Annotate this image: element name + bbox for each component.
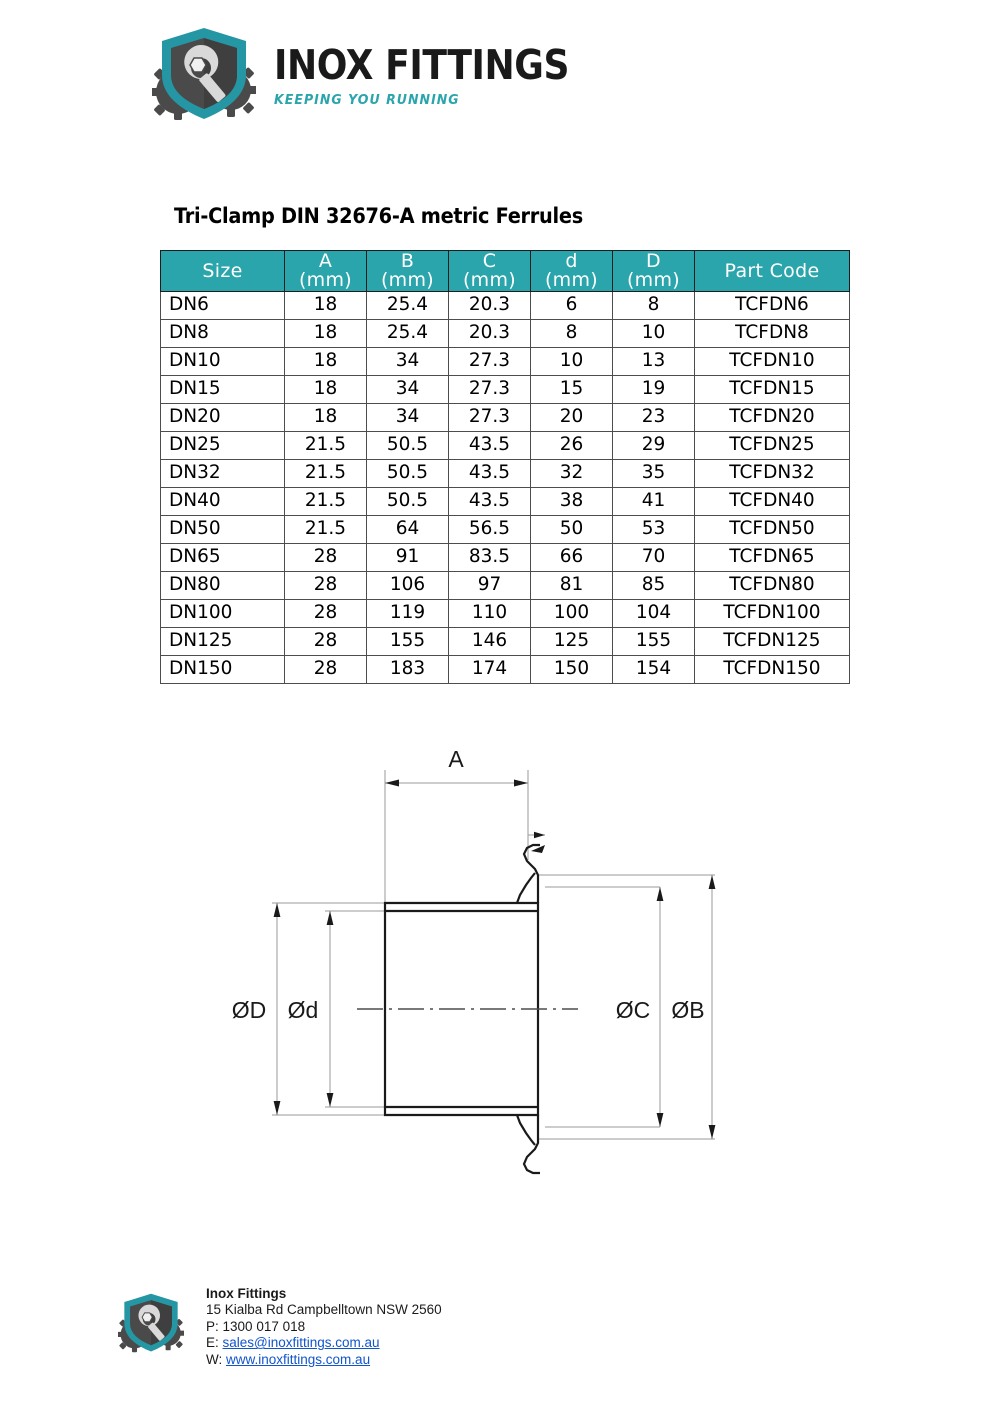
footer-address: 15 Kialba Rd Campbelltown NSW 2560 — [206, 1302, 442, 1318]
column-header-part-code: Part Code — [695, 251, 850, 292]
cell-size: DN32 — [161, 460, 285, 488]
cell-d-small: 26 — [531, 432, 613, 460]
cell-a: 18 — [285, 348, 367, 376]
cell-c: 43.5 — [449, 488, 531, 516]
cell-size: DN125 — [161, 628, 285, 656]
ferrule-technical-drawing — [0, 735, 990, 1175]
cell-c: 20.3 — [449, 292, 531, 320]
cell-d-small: 81 — [531, 572, 613, 600]
cell-b: 155 — [367, 628, 449, 656]
cell-d-large: 41 — [613, 488, 695, 516]
cell-size: DN10 — [161, 348, 285, 376]
cell-d-small: 15 — [531, 376, 613, 404]
footer-website-link[interactable]: www.inoxfittings.com.au — [226, 1351, 371, 1367]
cell-b: 50.5 — [367, 432, 449, 460]
table-row — [161, 348, 850, 376]
footer-logo-icon — [118, 1292, 184, 1354]
cell-part-code: TCFDN40 — [695, 488, 850, 516]
table-row — [161, 600, 850, 628]
cell-b: 34 — [367, 348, 449, 376]
cell-c: 43.5 — [449, 460, 531, 488]
cell-part-code: TCFDN65 — [695, 544, 850, 572]
cell-a: 28 — [285, 572, 367, 600]
cell-part-code: TCFDN150 — [695, 656, 850, 684]
label-dim-a: A — [448, 746, 464, 772]
cell-d-small: 150 — [531, 656, 613, 684]
table-row — [161, 292, 850, 320]
table-row — [161, 656, 850, 684]
cell-b: 50.5 — [367, 488, 449, 516]
cell-c: 174 — [449, 656, 531, 684]
cell-a: 28 — [285, 600, 367, 628]
cell-c: 20.3 — [449, 320, 531, 348]
cell-a: 21.5 — [285, 516, 367, 544]
cell-d-large: 8 — [613, 292, 695, 320]
footer-email-line — [206, 1335, 442, 1351]
cell-a: 18 — [285, 376, 367, 404]
cell-b: 25.4 — [367, 292, 449, 320]
table-row — [161, 572, 850, 600]
dimension-lines — [272, 770, 715, 1139]
dimension-arrowheads — [274, 780, 716, 1140]
cell-d-small: 8 — [531, 320, 613, 348]
footer-web-line — [206, 1352, 442, 1368]
cell-b: 183 — [367, 656, 449, 684]
cell-b: 64 — [367, 516, 449, 544]
cell-c: 43.5 — [449, 432, 531, 460]
column-header-b: B (mm) — [367, 251, 449, 292]
ferrule-spec-table — [160, 250, 850, 684]
cell-part-code: TCFDN20 — [695, 404, 850, 432]
cell-a: 18 — [285, 292, 367, 320]
cell-size: DN20 — [161, 404, 285, 432]
cell-d-small: 6 — [531, 292, 613, 320]
cell-d-small: 100 — [531, 600, 613, 628]
cell-size: DN80 — [161, 572, 285, 600]
cell-b: 34 — [367, 376, 449, 404]
cell-c: 27.3 — [449, 376, 531, 404]
cell-d-large: 85 — [613, 572, 695, 600]
table-row — [161, 488, 850, 516]
cell-d-small: 50 — [531, 516, 613, 544]
cell-part-code: TCFDN80 — [695, 572, 850, 600]
table-row — [161, 460, 850, 488]
cell-d-large: 23 — [613, 404, 695, 432]
cell-a: 28 — [285, 628, 367, 656]
footer-email-label: E: — [206, 1335, 219, 1351]
footer-phone-value: 1300 017 018 — [222, 1318, 306, 1334]
cell-b: 119 — [367, 600, 449, 628]
cell-part-code: TCFDN100 — [695, 600, 850, 628]
cell-d-small: 20 — [531, 404, 613, 432]
cell-size: DN50 — [161, 516, 285, 544]
table-row — [161, 376, 850, 404]
cell-part-code: TCFDN6 — [695, 292, 850, 320]
table-header-row — [161, 251, 850, 292]
footer-contact-block — [206, 1286, 442, 1368]
cell-d-large: 13 — [613, 348, 695, 376]
table-row — [161, 320, 850, 348]
cell-d-large: 10 — [613, 320, 695, 348]
logo-wordmark — [274, 41, 609, 108]
cell-c: 110 — [449, 600, 531, 628]
spec-table-body — [161, 292, 850, 684]
cell-part-code: TCFDN125 — [695, 628, 850, 656]
cell-d-large: 53 — [613, 516, 695, 544]
cell-d-small: 66 — [531, 544, 613, 572]
footer-email-link[interactable]: sales@inoxfittings.com.au — [222, 1335, 380, 1351]
table-row — [161, 516, 850, 544]
cell-d-small: 32 — [531, 460, 613, 488]
page-footer — [118, 1286, 442, 1368]
label-dim-oc: ØC — [615, 997, 651, 1023]
cell-d-small: 38 — [531, 488, 613, 516]
cell-size: DN40 — [161, 488, 285, 516]
cell-part-code: TCFDN10 — [695, 348, 850, 376]
cell-d-small: 125 — [531, 628, 613, 656]
table-row — [161, 544, 850, 572]
cell-size: DN6 — [161, 292, 285, 320]
footer-company-name: Inox Fittings — [206, 1286, 287, 1301]
page-header — [152, 26, 609, 122]
cell-d-large: 29 — [613, 432, 695, 460]
cell-a: 18 — [285, 320, 367, 348]
cell-b: 34 — [367, 404, 449, 432]
cell-size: DN8 — [161, 320, 285, 348]
spec-table-container — [160, 250, 829, 684]
cell-a: 21.5 — [285, 488, 367, 516]
cell-d-large: 19 — [613, 376, 695, 404]
cell-size: DN25 — [161, 432, 285, 460]
footer-phone-line — [206, 1319, 442, 1335]
table-row — [161, 628, 850, 656]
cell-d-large: 155 — [613, 628, 695, 656]
page-title: Tri-Clamp DIN 32676-A metric Ferrules — [174, 204, 583, 228]
cell-part-code: TCFDN32 — [695, 460, 850, 488]
table-row — [161, 404, 850, 432]
cell-size: DN65 — [161, 544, 285, 572]
cell-a: 21.5 — [285, 460, 367, 488]
cell-b: 50.5 — [367, 460, 449, 488]
cell-part-code: TCFDN50 — [695, 516, 850, 544]
cell-d-large: 154 — [613, 656, 695, 684]
cell-d-small: 10 — [531, 348, 613, 376]
cell-c: 146 — [449, 628, 531, 656]
footer-web-label: W: — [206, 1351, 223, 1367]
cell-c: 97 — [449, 572, 531, 600]
column-header-d-small: d (mm) — [531, 251, 613, 292]
column-header-a: A (mm) — [285, 251, 367, 292]
cell-a: 21.5 — [285, 432, 367, 460]
brand-name: INOX FITTINGS — [274, 40, 570, 89]
cell-part-code: TCFDN25 — [695, 432, 850, 460]
cell-a: 28 — [285, 544, 367, 572]
cell-d-large: 104 — [613, 600, 695, 628]
cell-d-large: 35 — [613, 460, 695, 488]
label-dim-ob: ØB — [671, 997, 705, 1023]
column-header-c: C (mm) — [449, 251, 531, 292]
cell-b: 106 — [367, 572, 449, 600]
label-dim-od: ØD — [231, 997, 267, 1023]
footer-phone-label: P: — [206, 1318, 219, 1334]
brand-tagline: KEEPING YOU RUNNING — [274, 91, 460, 108]
column-header-d-large: D (mm) — [613, 251, 695, 292]
cell-c: 27.3 — [449, 348, 531, 376]
cell-c: 56.5 — [449, 516, 531, 544]
dimension-labels — [232, 746, 705, 1023]
cell-d-large: 70 — [613, 544, 695, 572]
cell-b: 25.4 — [367, 320, 449, 348]
cell-size: DN100 — [161, 600, 285, 628]
cell-part-code: TCFDN15 — [695, 376, 850, 404]
cell-b: 91 — [367, 544, 449, 572]
cell-size: DN15 — [161, 376, 285, 404]
cell-c: 27.3 — [449, 404, 531, 432]
cell-part-code: TCFDN8 — [695, 320, 850, 348]
cell-a: 28 — [285, 656, 367, 684]
cell-c: 83.5 — [449, 544, 531, 572]
cell-a: 18 — [285, 404, 367, 432]
table-row — [161, 432, 850, 460]
label-dim-id: Ød — [287, 997, 319, 1023]
cell-size: DN150 — [161, 656, 285, 684]
inox-fittings-logo-icon — [152, 26, 256, 122]
column-header-size: Size — [161, 251, 285, 292]
